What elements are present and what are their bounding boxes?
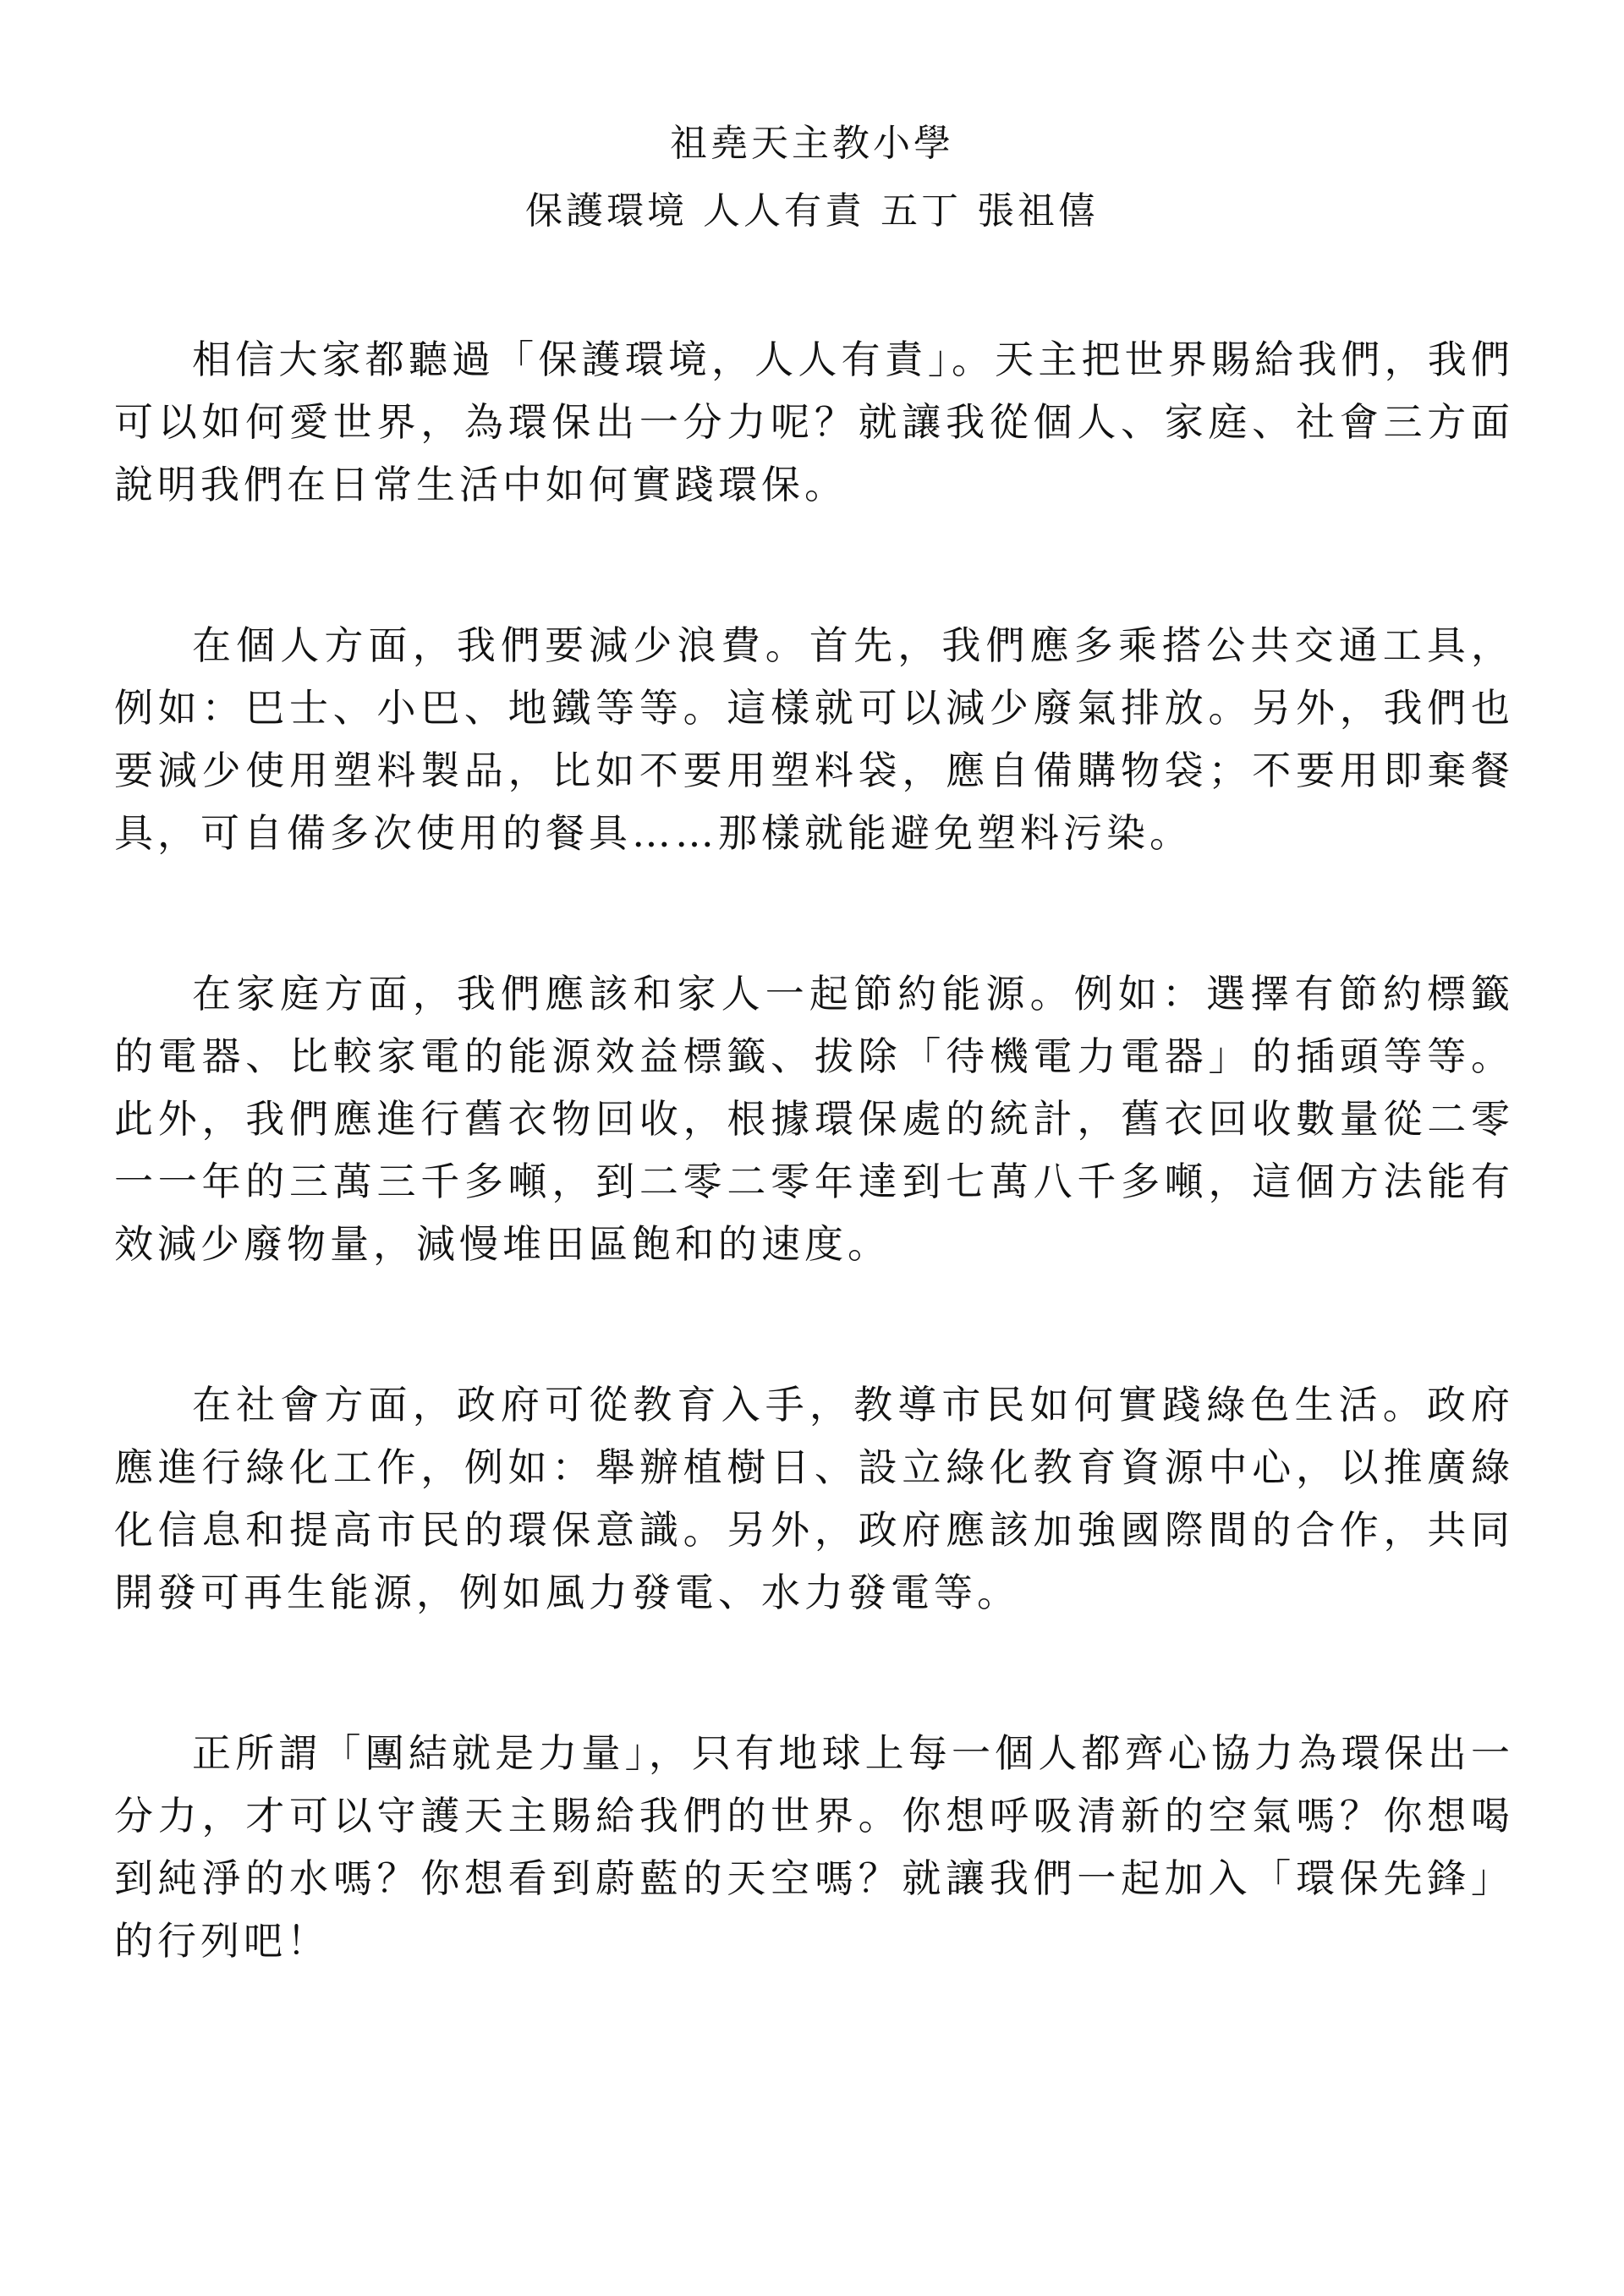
paragraph-intro: 相信大家都聽過「保護環境，人人有責」。天主把世界賜給我們，我們可以如何愛世界，為環保出一分力呢？就讓我從個人、家庭、社會三方面說明我們在日常生活中如何實踐環保。 <box>114 337 1514 507</box>
essay-title: 保護環境 人人有責 五丁 張祖僖 <box>525 189 1099 233</box>
paragraph-personal: 在個人方面，我們要減少浪費。首先，我們應多乘搭公共交通工具，例如：巴士、小巴、地鐵等等。這樣就可以減少廢氣排放。另外，我們也要減少使用塑料製品，比如不要用塑料袋，應自備購物袋；不要用即棄餐具，可自備多次使用的餐具……那樣就能避免塑料污染。 <box>114 622 1514 856</box>
document-header <box>0 118 1624 237</box>
paragraph-family: 在家庭方面，我們應該和家人一起節約能源。例如：選擇有節約標籤的電器、比較家電的能源效益標籤、拔除「待機電力電器」的插頭等等。此外，我們應進行舊衣物回收，根據環保處的統計，舊衣回收數量從二零一一年的三萬三千多噸，到二零二零年達到七萬八千多噸，這個方法能有效減少廢物量，減慢堆田區飽和的速度。 <box>114 971 1514 1267</box>
paragraph-conclusion: 正所謂「團結就是力量」，只有地球上每一個人都齊心協力為環保出一分力，才可以守護天主賜給我們的世界。你想呼吸清新的空氣嗎？你想喝到純淨的水嗎？你想看到蔚藍的天空嗎？就讓我們一起加入「環保先鋒」的行列吧！ <box>114 1730 1514 1964</box>
school-name: 祖堯天主教小學 <box>670 122 954 165</box>
paragraph-society: 在社會方面，政府可從教育入手，教導市民如何實踐綠色生活。政府應進行綠化工作，例如：舉辦植樹日、設立綠化教育資源中心，以推廣綠化信息和提高市民的環保意識。另外，政府應該加強國際間的合作，共同開發可再生能源，例如風力發電、水力發電等。 <box>114 1382 1514 1615</box>
essay-body <box>114 328 1514 2070</box>
